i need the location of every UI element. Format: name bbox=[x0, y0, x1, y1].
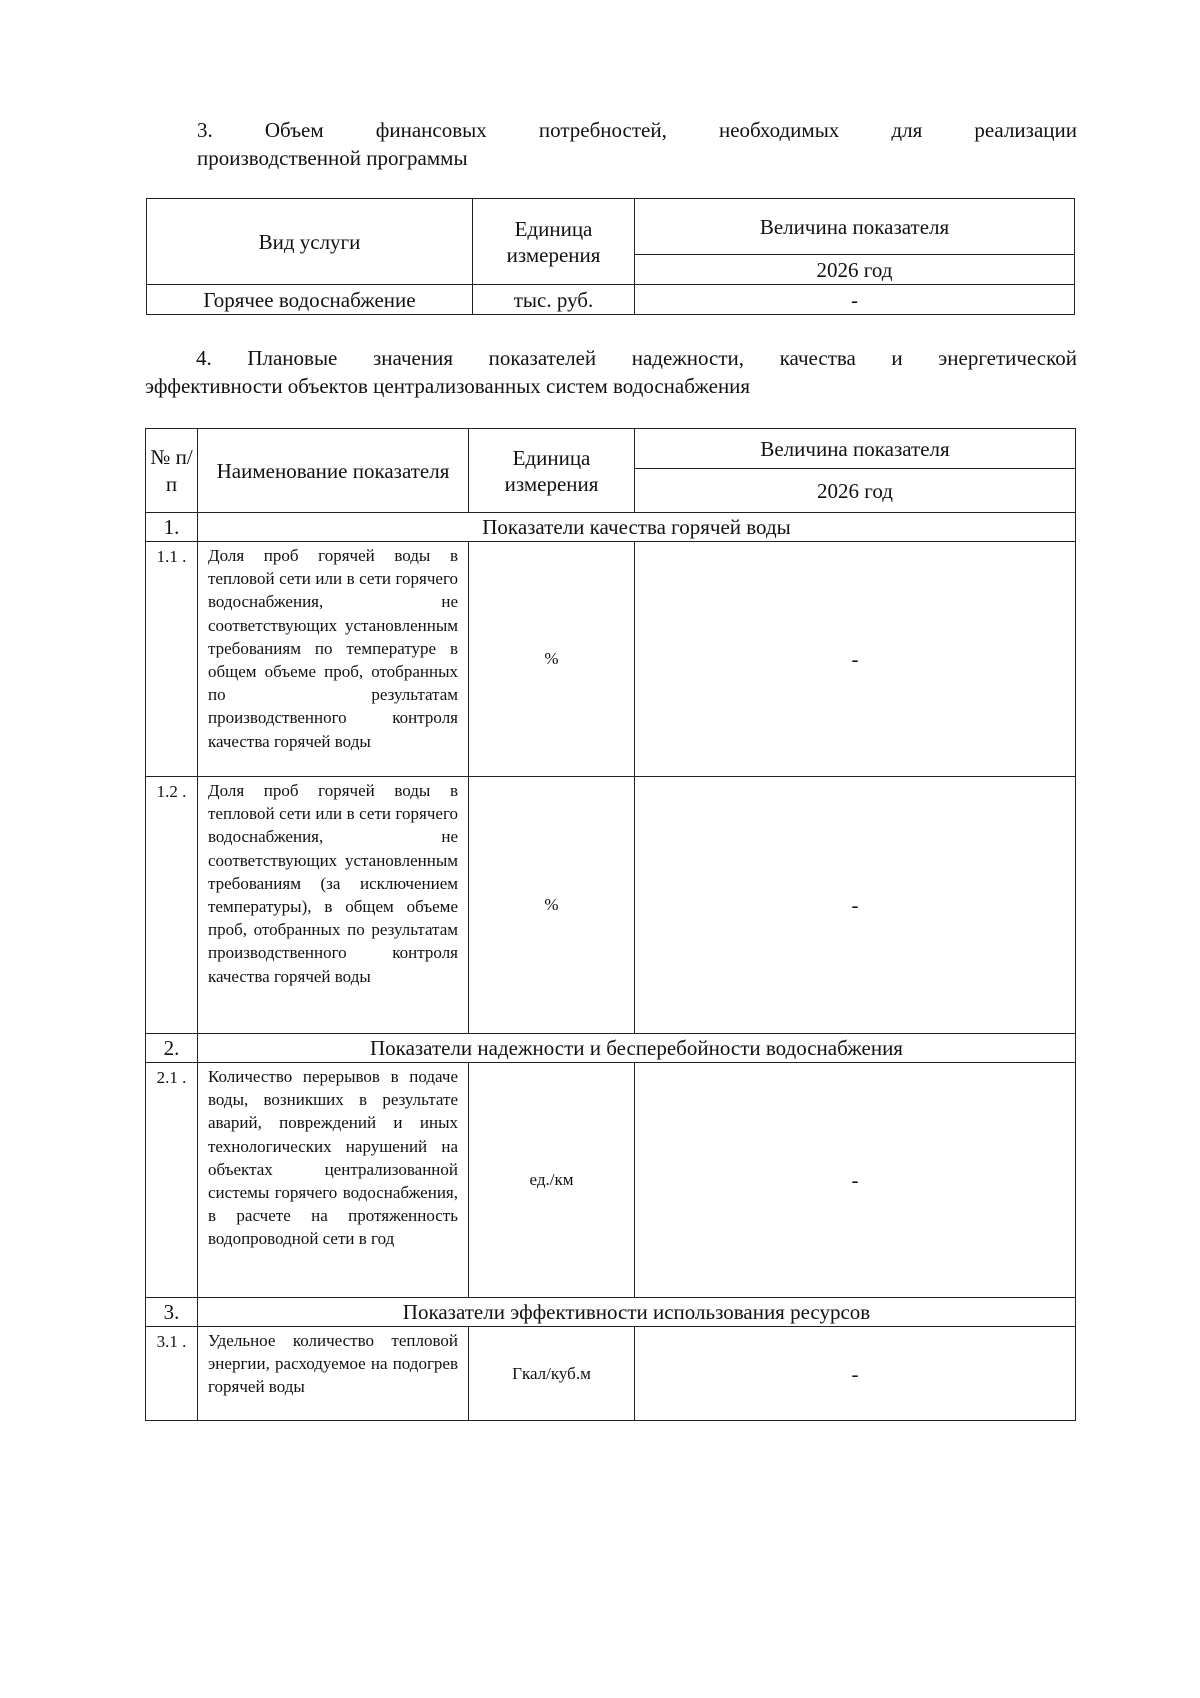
section-3-heading-line1: 3. Объем финансовых потребностей, необходимых для реализации bbox=[197, 118, 1077, 142]
row-number: 3.1 . bbox=[146, 1327, 198, 1421]
financial-needs-table bbox=[146, 198, 1075, 315]
header-year: 2026 год bbox=[635, 255, 1075, 285]
header-value: Величина показателя bbox=[635, 199, 1075, 255]
section-number: 1. bbox=[146, 513, 198, 542]
value-cell: - bbox=[635, 285, 1075, 315]
header-service: Вид услуги bbox=[147, 199, 473, 285]
section-row bbox=[146, 513, 1076, 542]
indicator-name: Доля проб горячей воды в тепловой сети или в сети горячего водоснабжения, не соответствующих установленным требованиям по температуре в общем объеме проб, отобранных по результатам производственного контроля качества горячей воды bbox=[198, 542, 469, 777]
indicator-value: - bbox=[635, 777, 1076, 1034]
table-row bbox=[146, 542, 1076, 777]
header-year: 2026 год bbox=[635, 469, 1076, 513]
row-number: 1.1 . bbox=[146, 542, 198, 777]
header-number: № п/ п bbox=[146, 429, 198, 513]
unit-cell: тыс. руб. bbox=[473, 285, 635, 315]
section-row bbox=[146, 1034, 1076, 1063]
service-cell: Горячее водоснабжение bbox=[147, 285, 473, 315]
table-row bbox=[146, 777, 1076, 1034]
indicator-name: Удельное количество тепловой энергии, расходуемое на подогрев горячей воды bbox=[198, 1327, 469, 1421]
indicator-unit: % bbox=[469, 542, 635, 777]
indicators-table bbox=[145, 428, 1076, 1421]
section-number: 2. bbox=[146, 1034, 198, 1063]
table-row bbox=[146, 1063, 1076, 1298]
header-value: Величина показателя bbox=[635, 429, 1076, 469]
table-row bbox=[146, 1327, 1076, 1421]
section-title: Показатели эффективности использования ресурсов bbox=[198, 1298, 1076, 1327]
section-3-heading-line2: производственной программы bbox=[197, 146, 468, 170]
section-4-heading-line2: эффективности объектов централизованных систем водоснабжения bbox=[145, 374, 751, 398]
section-title: Показатели надежности и бесперебойности водоснабжения bbox=[198, 1034, 1076, 1063]
indicator-value: - bbox=[635, 542, 1076, 777]
indicator-unit: Гкал/куб.м bbox=[469, 1327, 635, 1421]
header-name: Наименование показателя bbox=[198, 429, 469, 513]
section-number: 3. bbox=[146, 1298, 198, 1327]
indicator-unit: ед./км bbox=[469, 1063, 635, 1298]
indicator-unit: % bbox=[469, 777, 635, 1034]
indicator-value: - bbox=[635, 1063, 1076, 1298]
indicator-name: Количество перерывов в подаче воды, возникших в результате аварий, повреждений и иных технологических нарушений на объектах централизованной системы горячего водоснабжения, в расчете на протяженность водопроводной сети в год bbox=[198, 1063, 469, 1298]
header-unit: Единица измерения bbox=[469, 429, 635, 513]
indicator-name: Доля проб горячей воды в тепловой сети или в сети горячего водоснабжения, не соответствующих установленным требованиям (за исключением температуры), в общем объеме проб, отобранных по результатам производственного контроля качества горячей воды bbox=[198, 777, 469, 1034]
row-number: 1.2 . bbox=[146, 777, 198, 1034]
section-row bbox=[146, 1298, 1076, 1327]
table-row bbox=[147, 285, 1075, 315]
indicator-value: - bbox=[635, 1327, 1076, 1421]
section-4-heading-line1: 4. Плановые значения показателей надежности, качества и энергетической bbox=[196, 346, 1077, 370]
section-title: Показатели качества горячей воды bbox=[198, 513, 1076, 542]
header-unit: Единица измерения bbox=[473, 199, 635, 285]
row-number: 2.1 . bbox=[146, 1063, 198, 1298]
